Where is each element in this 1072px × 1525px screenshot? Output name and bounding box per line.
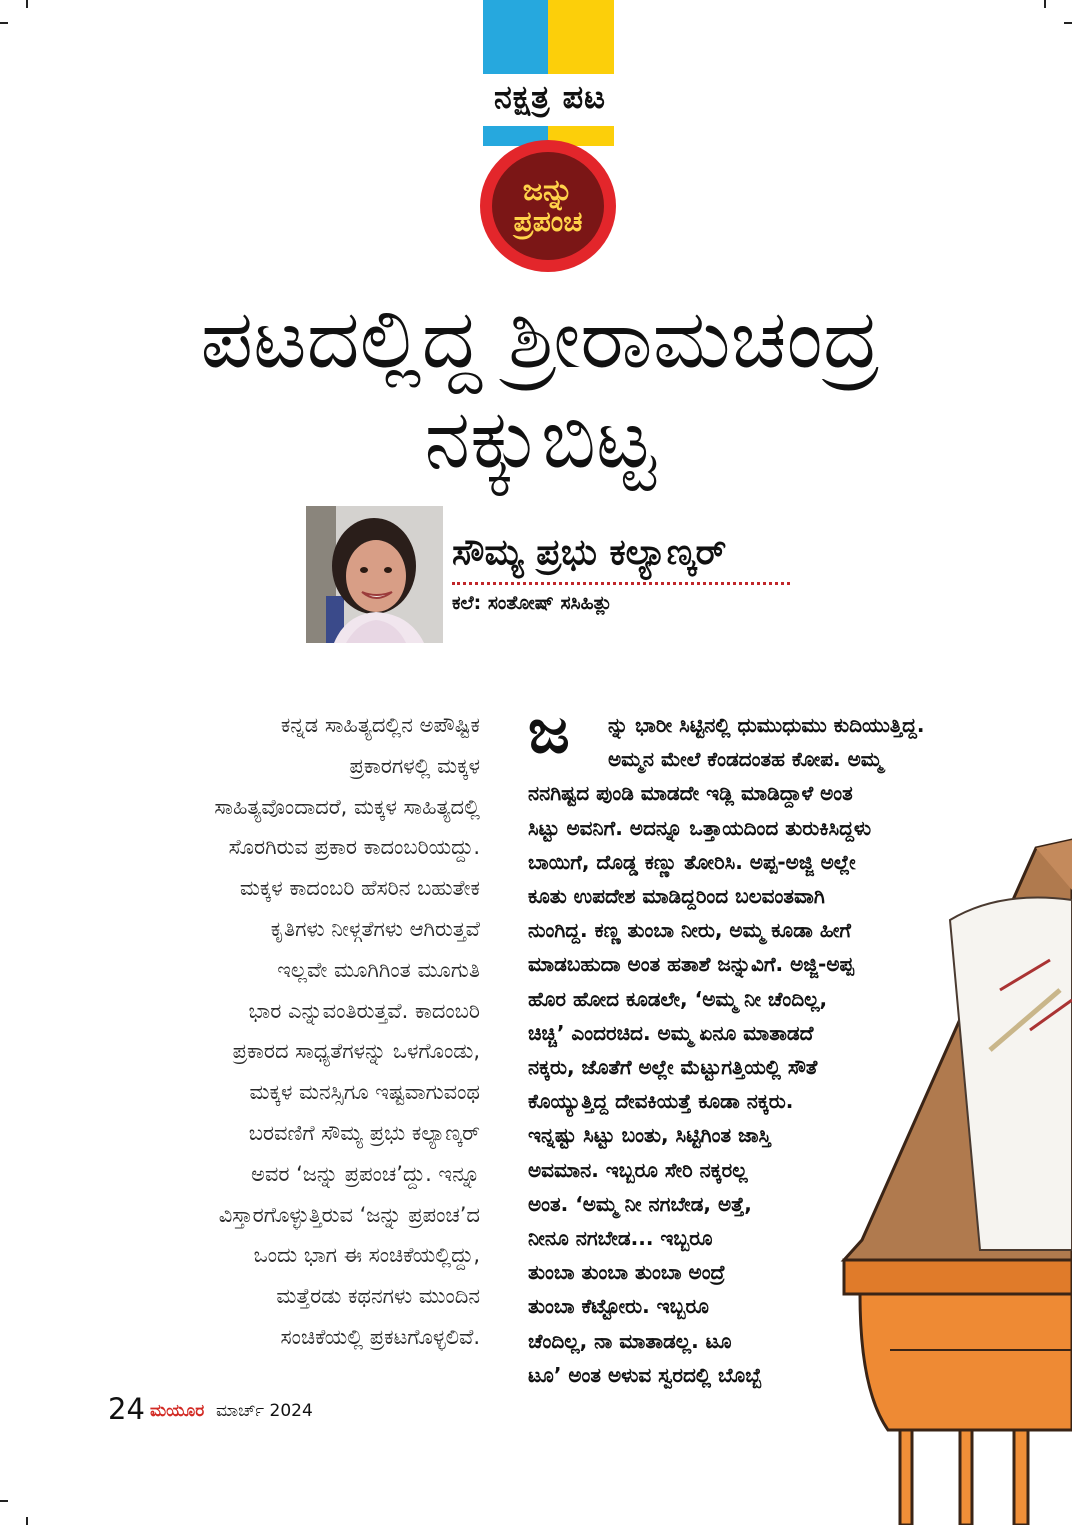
author-photo bbox=[306, 506, 443, 643]
intro-line: ಇಲ್ಲವೇ ಮೂಗಿಗಿಂತ ಮೂಗುತಿ bbox=[277, 957, 480, 982]
body-line: ಅಂತ. ‘ಅಮ್ಮ ನೀ ನಗಬೇಡ, ಅತ್ತೆ, bbox=[528, 1191, 752, 1216]
body-line: ಬಾಯಿಗೆ, ದೊಡ್ಡ ಕಣ್ಣು ತೋರಿಸಿ. ಅಪ್ಪ-ಅಜ್ಜಿ ಅಲ್ಲೇ bbox=[528, 849, 856, 874]
body-line: ಇನ್ನಷ್ಟು ಸಿಟ್ಟು ಬಂತು, ಸಿಟ್ಟಿಗಿಂತ ಜಾಸ್ತಿ bbox=[528, 1123, 771, 1148]
intro-line: ಮಕ್ಕಳ ಕಾದಂಬರಿ ಹೆಸರಿನ ಬಹುತೇಕ bbox=[239, 876, 480, 901]
author-name: ಸೌಮ್ಯ ಪ್ರಭು ಕಲ್ಯಾಣ್ಕರ್ bbox=[452, 532, 727, 573]
crop-mark bbox=[0, 22, 8, 24]
body-line: ನನಗಿಷ್ಟದ ಪುಂಡಿ ಮಾಡದೇ ಇಡ್ಲಿ ಮಾಡಿದ್ದಾಳೆ ಅಂತ bbox=[528, 781, 853, 806]
intro-line: ವಿಸ್ತಾರಗೊಳ್ಳುತ್ತಿರುವ ‘ಜನ್ನು ಪ್ರಪಂಚ’ದ bbox=[218, 1202, 480, 1227]
table-illustration bbox=[800, 830, 1072, 1525]
body-line: ಅವಮಾನ. ಇಬ್ಬರೂ ಸೇರಿ ನಕ್ಕರಲ್ಲ bbox=[528, 1157, 748, 1182]
intro-line: ಭಾರ ಎನ್ನುವಂತಿರುತ್ತವೆ. ಕಾದಂಬರಿ bbox=[248, 998, 480, 1023]
series-badge-line1: ಜನ್ನು bbox=[522, 173, 574, 209]
intro-column bbox=[108, 705, 480, 1358]
intro-line: ಕನ್ನಡ ಸಾಹಿತ್ಯದಲ್ಲಿನ ಅಪೌಷ್ಟಿಕ bbox=[280, 713, 480, 737]
masthead-yellow-block bbox=[548, 0, 614, 74]
crop-mark bbox=[1064, 22, 1072, 24]
art-credit: ಕಲೆ: ಸಂತೋಷ್ ಸಸಿಹಿತ್ಲು bbox=[452, 592, 613, 614]
body-line: ಕೂತು ಉಪದೇಶ ಮಾಡಿದ್ದರಿಂದ ಬಲವಂತವಾಗಿ bbox=[528, 884, 825, 909]
intro-line: ಕೃತಿಗಳು ನೀಳ್ಗತೆಗಳು ಆಗಿರುತ್ತವೆ bbox=[270, 916, 480, 941]
intro-line: ಪ್ರಕಾರದ ಸಾಧ್ಯತೆಗಳನ್ನು ಒಳಗೊಂಡು, bbox=[232, 1039, 480, 1064]
body-line: ಕೊಯ್ಯುತ್ತಿದ್ದ ದೇವಕಿಯತ್ತೆ ಕೂಡಾ ನಕ್ಕರು. bbox=[528, 1089, 794, 1114]
body-line: ಚೆಂದಿಲ್ಲ, ನಾ ಮಾತಾಡಲ್ಲ. ಟೂ bbox=[528, 1328, 732, 1353]
intro-line: ಮತ್ತೆರಡು ಕಥನಗಳು ಮುಂದಿನ bbox=[276, 1284, 480, 1309]
page-number: 24 bbox=[108, 1392, 145, 1426]
body-line: ಅಮ್ಮನ ಮೇಲೆ ಕೆಂಡದಂತಹ ಕೋಪ. ಅಮ್ಮ bbox=[608, 747, 883, 772]
intro-line: ಬರವಣಿಗೆ ಸೌಮ್ಯ ಪ್ರಭು ಕಲ್ಯಾಣ್ಕರ್ bbox=[248, 1120, 480, 1145]
crop-mark bbox=[26, 0, 28, 8]
intro-line: ಸಾಹಿತ್ಯವೊಂದಾದರೆ, ಮಕ್ಕಳ ಸಾಹಿತ್ಯದಲ್ಲಿ bbox=[214, 794, 480, 819]
body-line: ನುಂಗಿದ್ದ. ಕಣ್ಣ ತುಂಬಾ ನೀರು, ಅಮ್ಮ ಕೂಡಾ ಹೀಗೆ bbox=[528, 918, 851, 943]
body-line: ಮಾಡಬಹುದಾ ಅಂತ ಹತಾಶೆ ಜನ್ನುವಿಗೆ. ಅಜ್ಜಿ-ಅಪ್ಪ bbox=[528, 952, 854, 977]
crop-mark bbox=[0, 1500, 8, 1502]
intro-line: ಮಕ್ಕಳ ಮನಸ್ಸಿಗೂ ಇಷ್ಟವಾಗುವಂಥ bbox=[249, 1080, 480, 1105]
body-line: ಚಿಚ್ಚಿ’ ಎಂದರಚಿದ. ಅಮ್ಮ ಏನೂ ಮಾತಾಡದೆ bbox=[528, 1020, 814, 1045]
series-badge-inner bbox=[492, 152, 604, 260]
magazine-name: ಮಯೂರ bbox=[150, 1401, 205, 1421]
series-badge-line2: ಪ್ರಪಂಚ bbox=[513, 205, 583, 239]
headline-line1: ಪಟದಲ್ಲಿದ್ದ ಶ್ರೀರಾಮಚಂದ್ರ bbox=[200, 292, 880, 387]
body-line: ಹೊರ ಹೋದ ಕೂಡಲೇ, ‘ಅಮ್ಮ ನೀ ಚೆಂದಿಲ್ಲ, bbox=[528, 986, 828, 1011]
series-badge bbox=[480, 140, 616, 272]
body-line: ಟೂ’ ಅಂತ ಅಳುವ ಸ್ವರದಲ್ಲಿ ಬೊಬ್ಬೆ bbox=[528, 1362, 762, 1387]
body-line: ತುಂಬಾ ಕೆಟ್ಟೋರು. ಇಬ್ಬರೂ bbox=[528, 1294, 709, 1319]
masthead-blue-block bbox=[483, 0, 548, 74]
crop-mark bbox=[1044, 0, 1046, 8]
article-headline bbox=[40, 290, 1040, 490]
author-portrait-image bbox=[306, 506, 443, 643]
crop-mark bbox=[26, 1517, 28, 1525]
section-title: ನಕ್ಷತ್ರ ಪಟ bbox=[494, 78, 606, 116]
body-line: ಸಿಟ್ಟು ಅವನಿಗೆ. ಅದನ್ನೂ ಒತ್ತಾಯದಿಂದ ತುರುಕಿಸಿದ್ದಳು bbox=[528, 815, 872, 840]
headline-line2: ನಕ್ಕುಬಿಟ್ಟ bbox=[424, 392, 656, 488]
body-line: ತುಂಬಾ ತುಂಬಾ ತುಂಬಾ ಅಂದ್ರೆ bbox=[528, 1260, 726, 1285]
intro-line: ಒಂದು ಭಾಗ ಈ ಸಂಚಿಕೆಯಲ್ಲಿದ್ದು, bbox=[253, 1243, 480, 1268]
body-line: ನೀನೂ ನಗಬೇಡ... ಇಬ್ಬರೂ bbox=[528, 1226, 713, 1251]
drop-cap: ಜ bbox=[528, 694, 570, 767]
issue-date: ಮಾರ್ಚ್ 2024 bbox=[216, 1401, 313, 1421]
body-line: ನಕ್ಕರು, ಜೊತೆಗೆ ಅಲ್ಲೇ ಮೆಟ್ಟುಗತ್ತಿಯಲ್ಲಿ ಸೌತೆ bbox=[528, 1055, 818, 1080]
intro-line: ಸೊರಗಿರುವ ಪ್ರಕಾರ ಕಾದಂಬರಿಯದ್ದು. bbox=[228, 835, 480, 860]
intro-line: ಸಂಚಿಕೆಯಲ್ಲಿ ಪ್ರಕಟಗೊಳ್ಳಲಿವೆ. bbox=[280, 1324, 480, 1349]
intro-line: ಪ್ರಕಾರಗಳಲ್ಲಿ ಮಕ್ಕಳ bbox=[349, 753, 480, 778]
body-line: ನ್ನು ಭಾರೀ ಸಿಟ್ಟಿನಲ್ಲಿ ಧುಮುಧುಮು ಕುದಿಯುತ್ತಿದ್ದ. bbox=[608, 713, 925, 737]
author-divider bbox=[452, 582, 790, 585]
intro-line: ಅವರ ‘ಜನ್ನು ಪ್ರಪಂಚ’ದ್ದು. ಇನ್ನೂ bbox=[251, 1161, 480, 1186]
